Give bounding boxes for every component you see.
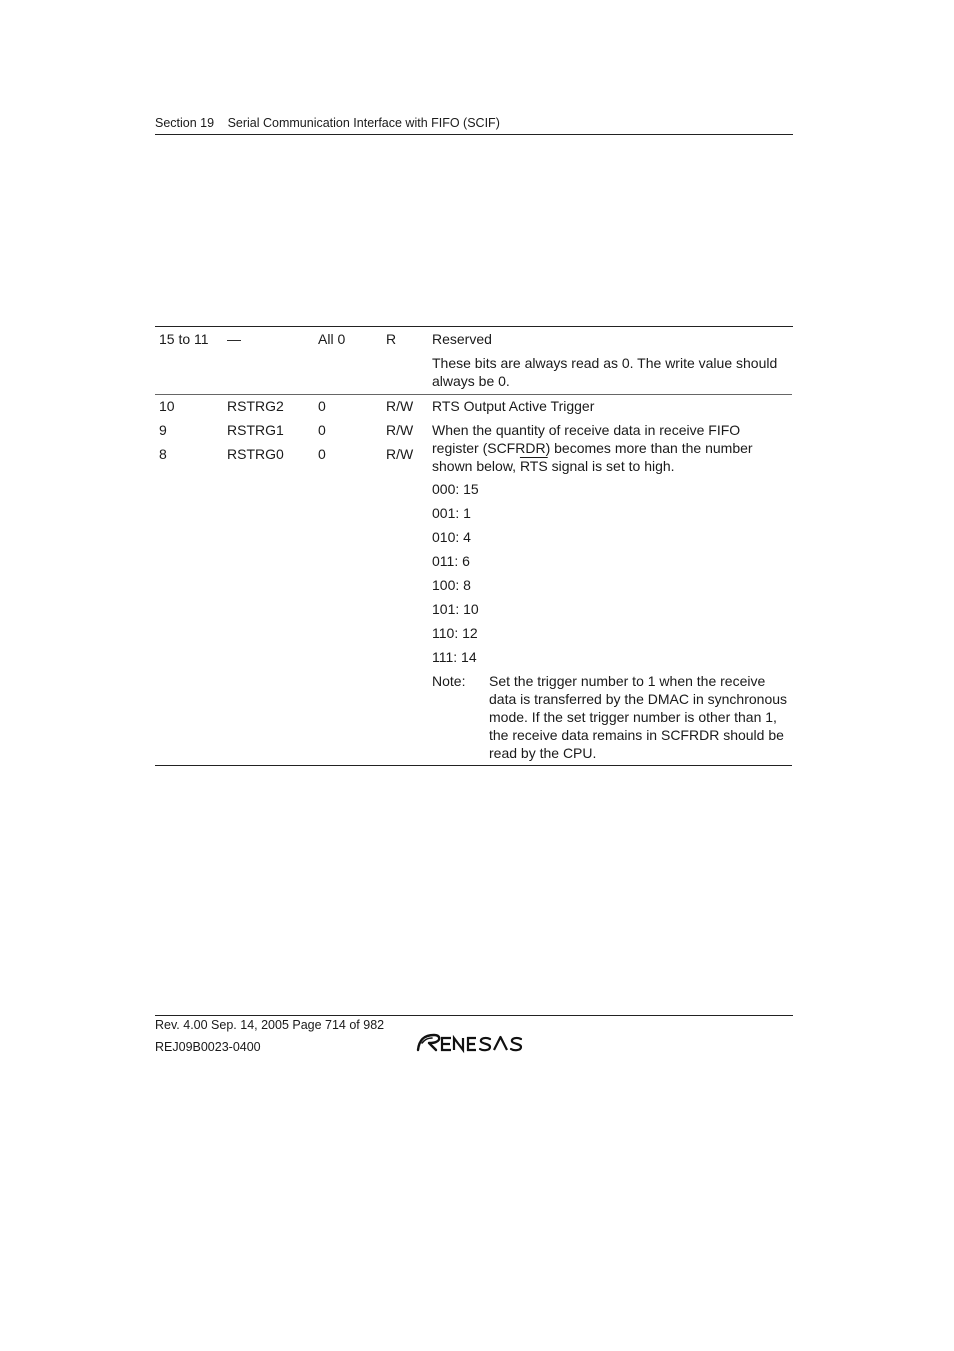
description-body: These bits are always read as 0. The write value should always be 0.	[432, 355, 778, 389]
initial-value-cell: 0	[318, 422, 326, 438]
bit-name-cell: RSTRG1	[227, 422, 284, 438]
description-body	[432, 421, 782, 475]
section-title: Serial Communication Interface with FIFO (SCIF)	[227, 116, 500, 130]
rw-cell: R	[386, 331, 397, 347]
description-text: When the quantity of receive data in receive FIFO register (SCFRDR) becomes more than the number shown below,	[432, 422, 753, 474]
trigger-setting: 100: 8	[432, 577, 471, 593]
trigger-setting: 111: 14	[432, 649, 477, 665]
document-number: REJ09B0023-0400	[155, 1040, 261, 1054]
section-number: Section 19	[155, 116, 215, 130]
row-divider	[155, 394, 792, 395]
footer-rule	[155, 1015, 793, 1016]
bit-cell: 10	[159, 398, 175, 414]
note-text: Set the trigger number to 1 when the receive data is transferred by the DMAC in synchronous mode. If the set trigger number is other than 1, the receive data remains in SCFRDR should be read by the CPU.	[489, 673, 788, 761]
note-label: Note:	[432, 673, 466, 689]
rw-cell: R/W	[386, 398, 414, 414]
bit-name-cell: RSTRG2	[227, 398, 284, 414]
trigger-setting: 001: 1	[432, 505, 471, 521]
revision-info: Rev. 4.00 Sep. 14, 2005 Page 714 of 982	[155, 1018, 385, 1032]
rts-signal-name: $\overline{RTS}$	[519, 458, 548, 474]
description-title: Reserved	[432, 331, 492, 347]
initial-value-cell: 0	[318, 398, 326, 414]
trigger-setting: 010: 4	[432, 529, 471, 545]
description-text: signal is set to high.	[547, 458, 675, 474]
bit-cell: 8	[159, 446, 167, 462]
bit-name-cell: —	[227, 331, 241, 347]
header-rule	[155, 134, 793, 135]
description-title: RTS Output Active Trigger	[432, 398, 595, 414]
rw-cell: R/W	[386, 446, 414, 462]
bit-cell: 15 to 11	[159, 331, 209, 347]
table-bottom-rule	[155, 765, 792, 766]
trigger-setting: 011: 6	[432, 553, 470, 569]
initial-value-cell: All 0	[318, 331, 346, 347]
trigger-setting: 101: 10	[432, 601, 479, 617]
bit-name-cell: RSTRG0	[227, 446, 284, 462]
trigger-setting: 110: 12	[432, 625, 478, 641]
trigger-setting: 000: 15	[432, 481, 479, 497]
initial-value-cell: 0	[318, 446, 326, 462]
bit-cell: 9	[159, 422, 167, 438]
running-header	[155, 116, 500, 130]
table-top-rule	[155, 326, 793, 327]
rw-cell: R/W	[386, 422, 414, 438]
renesas-logo	[414, 1029, 536, 1055]
